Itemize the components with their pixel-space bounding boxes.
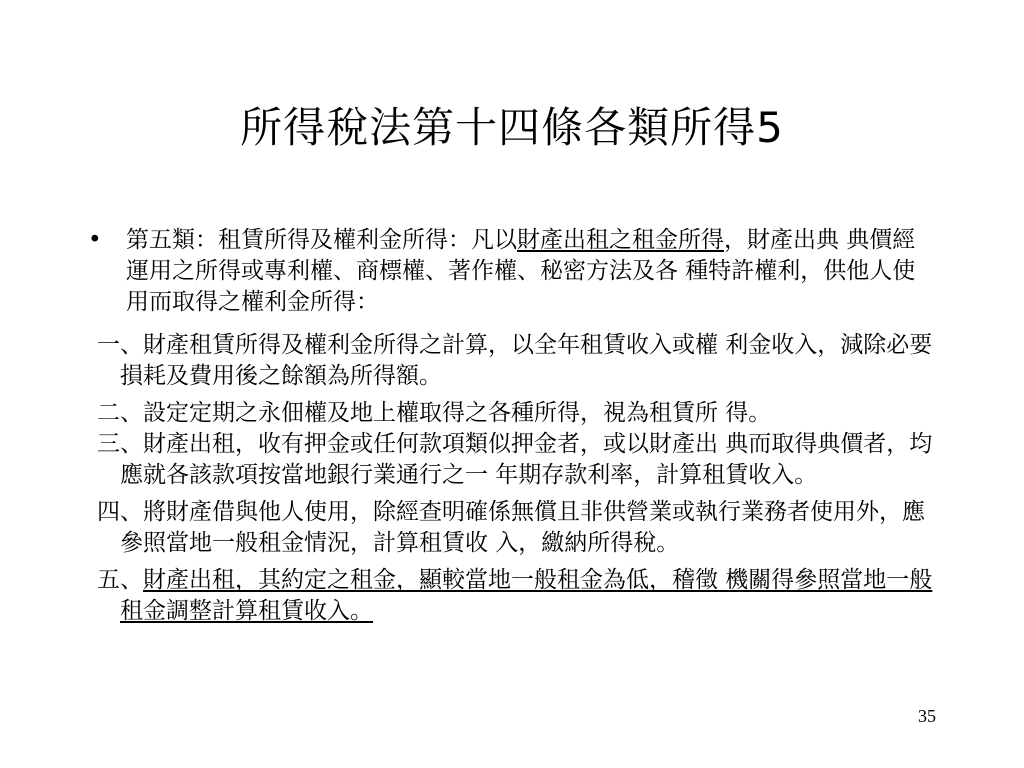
sub-item-5 xyxy=(88,565,938,627)
bullet-dot-icon: • xyxy=(88,227,102,253)
sub-item-text: 三、財產出租，收有押金或任何款項類似押金者，或以財產出 典而取得典價者，均應就各該款項按當地銀行業通行之一 年期存款利率，計算租賃收入。 xyxy=(97,431,933,488)
slide-title: 所得稅法第十四條各類所得5 xyxy=(240,103,784,152)
sub-item-3 xyxy=(88,429,938,491)
sub-item-4 xyxy=(88,497,938,559)
sub-item-1 xyxy=(88,330,938,392)
bullet-text-pre: 第五類：租賃所得及權利金所得：凡以 xyxy=(126,227,517,253)
bullet-text-underlined: 財產出租之租金所得 xyxy=(517,227,724,253)
sub-item-underlined-text: 財產出租，其約定之租金，顯較當地一般租金為低，稽徵 機關得參照當地一般租金調整計算租賃收入。 xyxy=(120,567,933,624)
page-number: 35 xyxy=(918,706,936,726)
sub-item-text: 二、設定定期之永佃權及地上權取得之各種所得，視為租賃所 得。 xyxy=(97,400,772,426)
sub-item-prefix: 五、 xyxy=(97,567,143,593)
sub-item-text: 四、將財產借與他人使用，除經查明確係無償且非供營業或執行業務者使用外，應參照當地一般租金情況，計算租賃收 入，繳納所得稅。 xyxy=(97,499,925,556)
sub-item-text: 一、財產租賃所得及權利金所得之計算，以全年租賃收入或權 利金收入，減除必要損耗及費用後之餘額為所得額。 xyxy=(97,332,933,389)
bullet-paragraph xyxy=(88,225,938,318)
sub-item-2 xyxy=(88,398,938,429)
slide-body xyxy=(88,225,938,627)
bullet-text-post: ，財產出典 典價經運用之所得或專利權、商標權、著作權、秘密方法及各 種特許權利，供他人使用而取得之權利金所得： xyxy=(126,227,916,315)
